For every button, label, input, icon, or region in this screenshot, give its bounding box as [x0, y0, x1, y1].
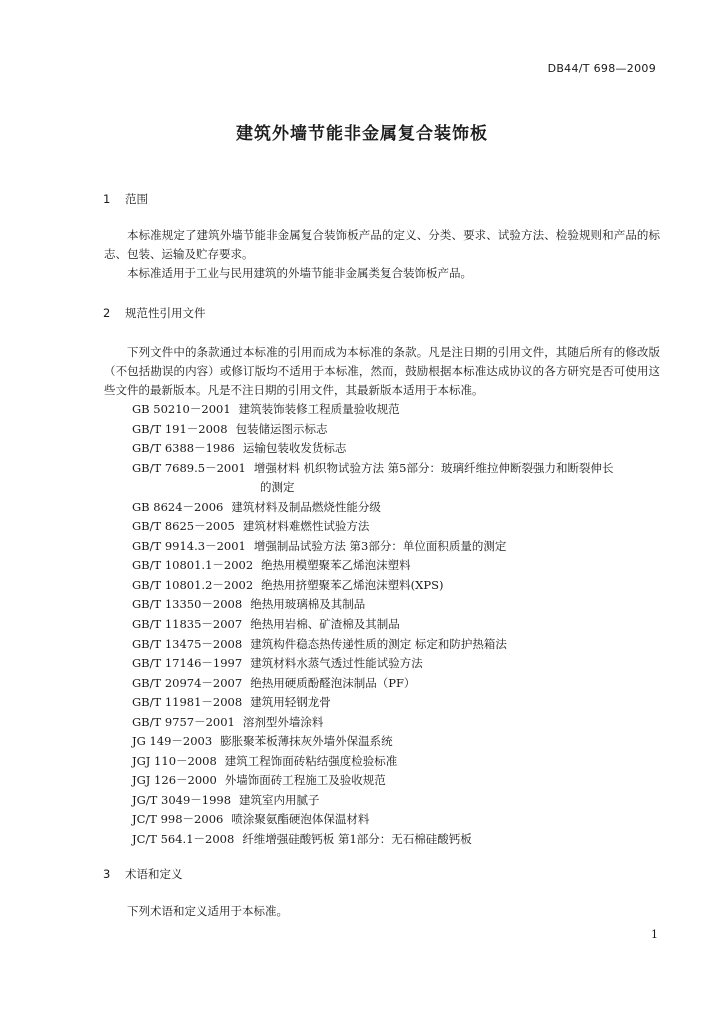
- reference-title: 绝热用模塑聚苯乙烯泡沫塑料: [261, 558, 411, 573]
- reference-item: [132, 517, 613, 537]
- reference-code: GB/T 7689.5－2001: [132, 460, 246, 475]
- reference-item: [132, 556, 613, 576]
- reference-item: [132, 771, 613, 791]
- standard-code: DB44/T 698—2009: [547, 62, 656, 75]
- reference-item: [132, 439, 613, 459]
- reference-item: [132, 537, 613, 557]
- section-number: 2: [103, 306, 111, 320]
- reference-item: [132, 693, 613, 713]
- reference-item: [132, 810, 613, 830]
- reference-item: [132, 713, 613, 733]
- reference-code: GB/T 9757－2001: [132, 714, 235, 729]
- reference-item: [132, 576, 613, 596]
- reference-item: [132, 595, 613, 615]
- reference-code: JG/T 3049－1998: [132, 792, 232, 807]
- reference-code: GB/T 10801.2－2002: [132, 577, 254, 592]
- reference-code: GB 8624－2006: [132, 499, 224, 514]
- section-number: 3: [103, 867, 111, 881]
- reference-title: 运输包装收发货标志: [242, 441, 347, 456]
- reference-item: [132, 400, 613, 420]
- reference-title: 建筑构件稳态热传递性质的测定 标定和防护热箱法: [250, 636, 507, 651]
- reference-code: GB/T 191－2008: [132, 421, 228, 436]
- references-intro-paragraph: 下列文件中的条款通过本标准的引用而成为本标准的条款。凡是注日期的引用文件，其随后所有的修改版（不包括勘误的内容）或修订版均不适用于本标准，然而，鼓励根据本标准达成协议的各方研究是否可使用这些文件的最新版本。凡是不注日期的引用文件，其最新版本适用于本标准。: [104, 345, 660, 397]
- reference-code: GB/T 17146－1997: [132, 656, 243, 671]
- reference-item: [132, 752, 613, 772]
- reference-item: [132, 830, 613, 850]
- reference-item: [132, 791, 613, 811]
- reference-item: [132, 732, 613, 752]
- reference-code: GB/T 10801.1－2002: [132, 558, 254, 573]
- terms-paragraph: 下列术语和定义适用于本标准。: [127, 904, 288, 918]
- reference-code: JGJ 110－2008: [132, 753, 217, 768]
- reference-code: GB/T 11835－2007: [132, 617, 243, 632]
- reference-title: 建筑装饰装修工程质量验收规范: [238, 402, 400, 416]
- reference-item: [132, 654, 613, 674]
- reference-title: 绝热用玻璃棉及其制品: [250, 597, 366, 612]
- reference-item: [132, 459, 613, 479]
- section-title: 规范性引用文件: [125, 306, 206, 320]
- reference-title: 绝热用岩棉、矿渣棉及其制品: [250, 617, 400, 632]
- reference-code: GB/T 9914.3－2001: [132, 538, 246, 553]
- reference-code: JGJ 126－2000: [132, 773, 217, 788]
- reference-title: 建筑用轻钢龙骨: [250, 695, 331, 710]
- section-title: 范围: [125, 192, 148, 206]
- reference-code: JC/T 564.1－2008: [132, 832, 235, 847]
- reference-code: GB/T 6388－1986: [132, 441, 235, 456]
- reference-title: 增强制品试验方法 第3部分：单位面积质量的测定: [253, 538, 507, 553]
- reference-code: GB/T 11981－2008: [132, 695, 243, 710]
- reference-title: 建筑工程饰面砖粘结强度检验标准: [224, 753, 398, 768]
- scope-paragraph-1: 本标准规定了建筑外墙节能非金属复合装饰板产品的定义、分类、要求、试验方法、检验规则和产品的标志、包装、运输及贮存要求。: [104, 228, 660, 261]
- reference-code: GB/T 13350－2008: [132, 597, 243, 612]
- reference-title: 外墙饰面砖工程施工及验收规范: [224, 773, 386, 788]
- reference-title: 绝热用挤塑聚苯乙烯泡沫塑料(XPS): [261, 577, 444, 592]
- reference-title: 喷涂聚氨酯硬泡体保温材料: [231, 812, 370, 827]
- reference-title: 膨胀聚苯板薄抹灰外墙外保温系统: [220, 734, 393, 749]
- reference-code: GB/T 13475－2008: [132, 636, 243, 651]
- reference-title: 建筑材料难燃性试验方法: [242, 519, 370, 534]
- reference-title: 纤维增强硅酸钙板 第1部分：无石棉硅酸钙板: [242, 832, 472, 847]
- reference-list: [132, 400, 613, 850]
- reference-title: 建筑材料水蒸气透过性能试验方法: [250, 656, 423, 671]
- reference-title: 建筑室内用腻子: [239, 792, 320, 807]
- reference-title: 绝热用硬质酚醛泡沫制品（PF）: [250, 675, 416, 690]
- section-heading-normative-references: [103, 305, 206, 321]
- reference-item: [132, 420, 613, 440]
- reference-code: GB/T 20974－2007: [132, 675, 243, 690]
- reference-code: JG 149－2003: [132, 734, 213, 749]
- reference-code: GB/T 8625－2005: [132, 519, 235, 534]
- reference-item: [132, 498, 613, 518]
- reference-code: GB 50210－2001: [132, 402, 231, 416]
- reference-title: 包装储运图示标志: [235, 421, 328, 436]
- reference-item: [132, 615, 613, 635]
- reference-title: 溶剂型外墙涂料: [242, 714, 324, 729]
- page-number: 1: [651, 928, 658, 941]
- document-title: 建筑外墙节能非金属复合装饰板: [236, 124, 488, 144]
- reference-title: 建筑材料及制品燃烧性能分级: [231, 499, 381, 514]
- section-title: 术语和定义: [125, 867, 183, 881]
- reference-item: [132, 674, 613, 694]
- section-heading-scope: [103, 191, 148, 207]
- reference-code: JC/T 998－2006: [132, 812, 224, 827]
- section-heading-terms-definitions: [103, 866, 183, 882]
- section-number: 1: [103, 192, 111, 206]
- reference-title: 增强材料 机织物试验方法 第5部分：玻璃纤维拉伸断裂强力和断裂伸长: [253, 460, 614, 475]
- reference-title-continuation: 的测定: [260, 480, 295, 495]
- scope-paragraph-2: 本标准适用于工业与民用建筑的外墙节能非金属类复合装饰板产品。: [127, 266, 472, 280]
- reference-item: [132, 635, 613, 655]
